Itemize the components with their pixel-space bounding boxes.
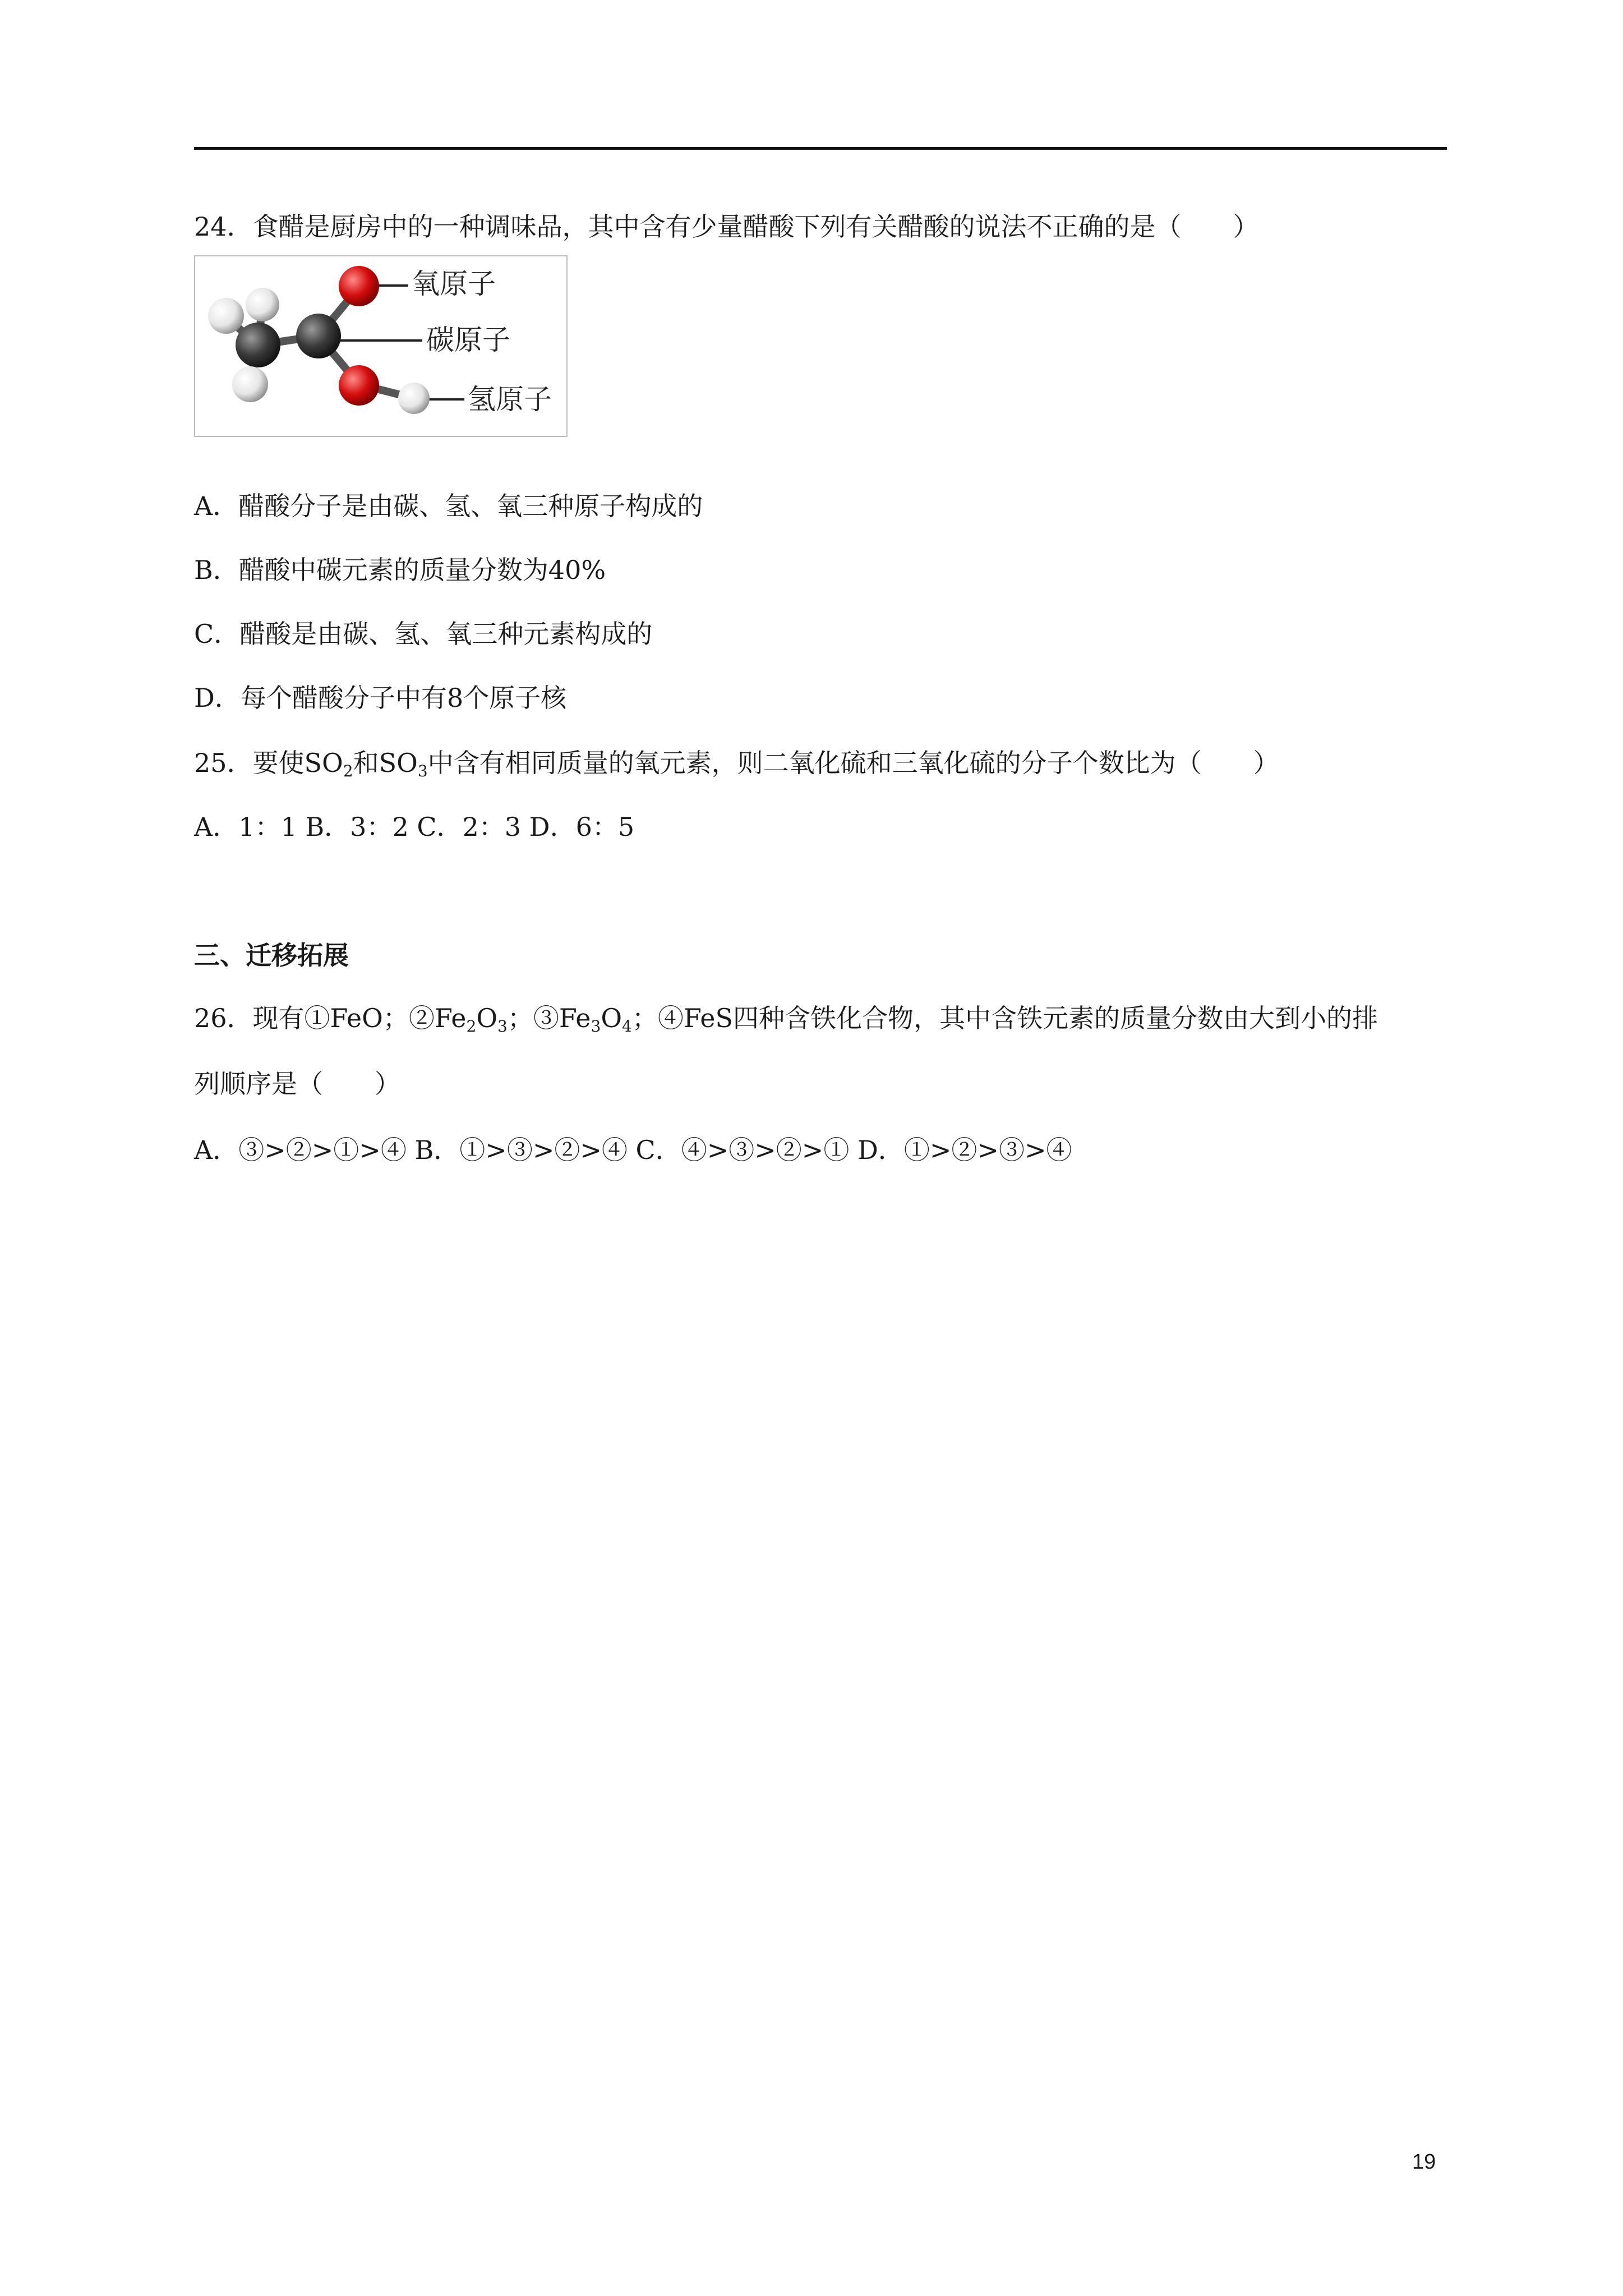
acetic-acid-molecule-figure [194,255,568,437]
hydrogen-atom [232,366,268,402]
hydrogen-atom [246,288,279,321]
label-hydrogen: 氢原子 [468,383,552,416]
q25-options: A．1：1 B．3：2 C．2：3 D．6：5 [194,812,635,842]
q24-stem: 24．食醋是厨房中的一种调味品，其中含有少量醋酸下列有关醋酸的说法不正确的是（ ） [194,211,1259,242]
label-oxygen: 氧原子 [412,268,496,300]
q24-option-c: C．醋酸是由碳、氢、氧三种元素构成的 [194,619,653,649]
label-carbon: 碳原子 [426,324,510,356]
q26-stem: 26．现有①FeO；$②Fe_2O_3$；$③Fe_3O_4$；④FeS四种含铁化合物，其中含铁元素的质量分数由大到小的排 [194,1003,1378,1036]
oxygen-atom [339,365,379,406]
q26-options: A．③>②>①>④ B．①>③>②>④ C．④>③>②>① D．①>②>③>④ [194,1135,1072,1165]
hydrogen-atom [398,383,430,414]
header-rule [194,147,1447,150]
q24-option-b: B．醋酸中碳元素的质量分数为40% [194,555,606,585]
hydrogen-atom [208,298,244,334]
q24-option-d: D．每个醋酸分子中有8个原子核 [194,683,567,713]
carbon-atom [236,323,280,367]
oxygen-atom [339,266,379,306]
section-heading: 三、迁移拓展 [194,940,349,970]
q26-stem-continued: 列顺序是（ ） [194,1069,400,1099]
q24-option-a: A．醋酸分子是由碳、氢、氧三种原子构成的 [194,491,703,521]
page-number: 19 [1412,2150,1436,2174]
carbon-atom [296,314,341,358]
q25-stem: 25．要使$SO_2$和$SO_3$中含有相同质量的氧元素，则二氧化硫和三氧化硫的分子个数比为（ ） [194,748,1279,780]
